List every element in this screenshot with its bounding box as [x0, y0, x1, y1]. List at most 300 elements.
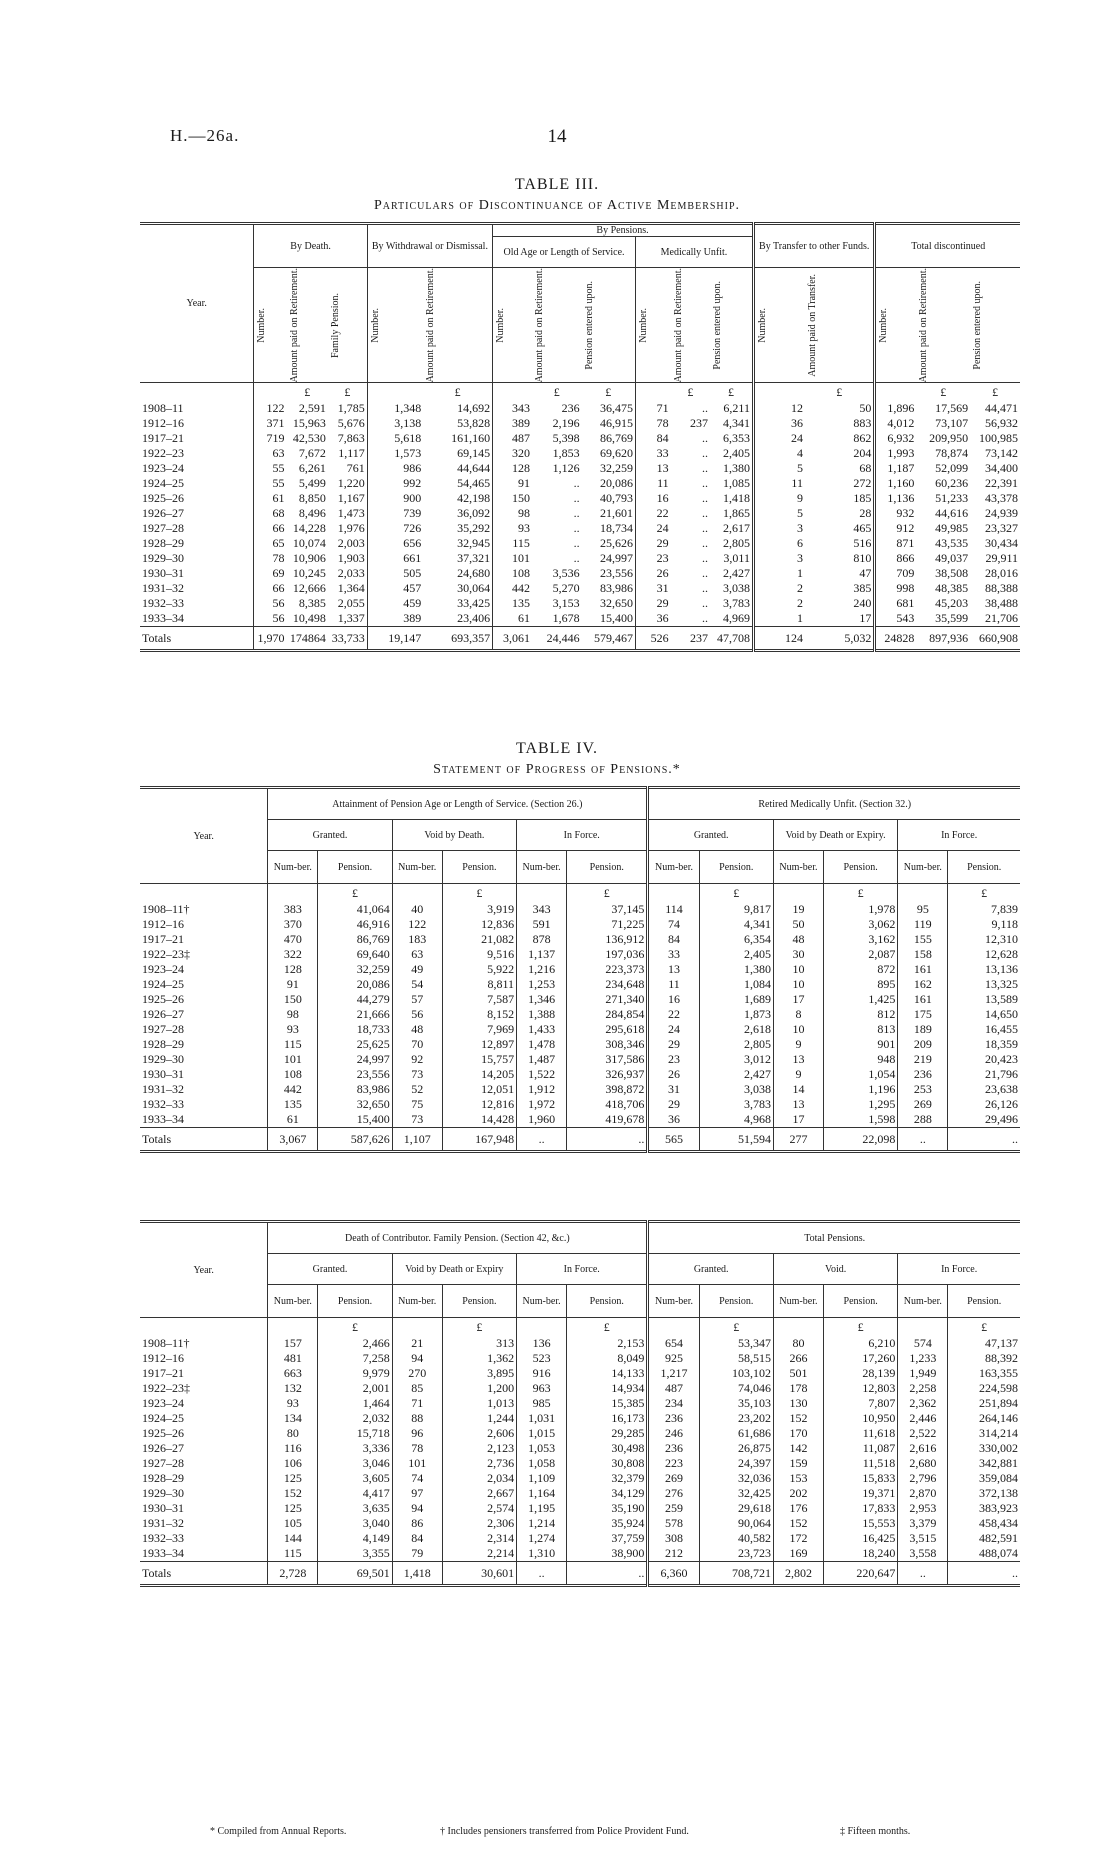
t4a-row	[140, 1022, 1020, 1037]
t3-cell: 49,037	[935, 551, 969, 566]
t4b-cell: 24,397	[699, 1456, 773, 1471]
t4a-cell: 9,118	[948, 917, 1020, 932]
t4a-year-cell: 1926–27	[142, 1007, 184, 1021]
t3-year-header: Year.	[140, 224, 254, 383]
t3-cell: 14,228	[292, 521, 326, 536]
t4a-cell: 5,922	[442, 962, 516, 977]
t4a-cell: 12,836	[442, 917, 516, 932]
t4a-cell: 1,253	[517, 977, 567, 992]
t4b-cell: 654	[648, 1336, 699, 1351]
t3-cell: 91	[493, 476, 532, 491]
t4a-row	[140, 1097, 1020, 1112]
t4a-cell: 1,978	[823, 902, 897, 917]
t3-total-cell: 1,970	[254, 627, 287, 651]
t3-cell: 3,038	[722, 581, 750, 596]
t4a-currency-row	[140, 884, 1020, 903]
t3-cell: 1,896	[875, 401, 916, 416]
t4b-cell: 501	[773, 1366, 823, 1381]
t4b-cell: 985	[517, 1396, 567, 1411]
t4b-cell: 105	[268, 1516, 318, 1531]
t3-subheader-15	[970, 268, 1020, 383]
t3-cell: 5,618	[367, 431, 423, 446]
t4b-row	[140, 1531, 1020, 1546]
t4b-cell: 2,870	[898, 1486, 948, 1501]
t4b-cell: 2,466	[318, 1336, 392, 1351]
t3-cell: 1,160	[875, 476, 916, 491]
t3-cell: 128	[493, 461, 532, 476]
t4a-cell: 20,086	[318, 977, 392, 992]
t4b-cell: 259	[648, 1501, 699, 1516]
t3-cell: 5,499	[298, 476, 326, 491]
t3-cell: ..	[702, 611, 708, 626]
t4a-cell: 14,650	[948, 1007, 1020, 1022]
t3-cell: 47	[859, 566, 872, 581]
t4b-cell: 2,306	[442, 1516, 516, 1531]
t3-year-cell: 1912–16	[142, 416, 184, 431]
t4a-currency-cell	[898, 884, 948, 903]
t4a-cell: 16	[648, 992, 699, 1007]
t4a-total-cell: ..	[567, 1128, 648, 1152]
t4a-cell: 8,811	[442, 977, 516, 992]
t3-cell: 992	[367, 476, 423, 491]
t4b-currency-cell: £	[948, 1318, 1020, 1337]
t4a-cell: 26	[648, 1067, 699, 1082]
t4b-year-cell: 1929–30	[142, 1486, 184, 1500]
t3-cell: 681	[875, 596, 916, 611]
t3-subheader-4	[423, 268, 492, 383]
t4a-cell: 1,522	[517, 1067, 567, 1082]
t3-currency-cell: £	[553, 385, 560, 400]
t4b-cell: 2,953	[898, 1501, 948, 1516]
t4b-cell: 35,190	[567, 1501, 648, 1516]
t3-subheader-9	[671, 268, 710, 383]
t4b-cell: 163,355	[948, 1366, 1020, 1381]
t3-cell: 866	[875, 551, 916, 566]
t4a-year-cell: 1933–34	[142, 1112, 184, 1126]
t3-cell: 22	[635, 506, 670, 521]
t4b-cell: 264,146	[948, 1411, 1020, 1426]
t4b-number-header: Num-ber.	[517, 1285, 567, 1318]
t4b-row	[140, 1486, 1020, 1501]
t3-cell: 33	[635, 446, 670, 461]
t4a-cell: 74	[648, 917, 699, 932]
t4b-pension-header: Pension.	[567, 1285, 648, 1318]
t3-cell: 2,427	[722, 566, 750, 581]
t4a-cell: 12,816	[442, 1097, 516, 1112]
t3-currency-cell: £	[687, 385, 694, 400]
t4b-cell: 1,244	[442, 1411, 516, 1426]
t4a-row	[140, 1052, 1020, 1067]
t4b-cell: 74	[392, 1471, 442, 1486]
t3-subheader-label: Amount paid on Transfer.	[806, 273, 818, 377]
t4a-cell: 3,038	[699, 1082, 773, 1097]
t4a-cell: 49	[392, 962, 442, 977]
t3-cell: 2	[753, 596, 805, 611]
footnote-fifteen-months: ‡ Fifteen months.	[840, 1826, 911, 1837]
t4b-cell: 3,515	[898, 1531, 948, 1546]
t4a-cell: 40	[392, 902, 442, 917]
t3-cell: 932	[875, 506, 916, 521]
t3-cell: 20,086	[599, 476, 633, 491]
t3-cell: 51,233	[935, 491, 969, 506]
t3-currency-cell: £	[836, 385, 843, 400]
t4a-cell: 9,516	[442, 947, 516, 962]
t4b-cell: 11,518	[823, 1456, 897, 1471]
t3-cell: 56,932	[985, 416, 1018, 431]
t3-subheader-8	[635, 268, 670, 383]
t4b-cell: 246	[648, 1426, 699, 1441]
t4b-cell: 106	[268, 1456, 318, 1471]
t4a-row	[140, 902, 1020, 917]
t3-cell: ..	[573, 521, 580, 536]
t4a-currency-cell: £	[567, 884, 648, 903]
t4b-cell: 1,058	[517, 1456, 567, 1471]
t4b-subgroup-1: Void by Death or Expiry	[392, 1254, 516, 1285]
t4b-cell: 159	[773, 1456, 823, 1471]
t3-total-cell: 237	[671, 627, 710, 651]
t4a-cell: 418,706	[567, 1097, 648, 1112]
t3-cell: 1,785	[337, 401, 365, 416]
t3-cell: ..	[702, 401, 708, 416]
t4b-year-cell: 1908–11†	[142, 1336, 190, 1350]
t3-cell: 810	[853, 551, 872, 566]
t4a-cell: 24,997	[318, 1052, 392, 1067]
t4a-number-header: Num-ber.	[773, 851, 823, 884]
t4a-totals-label: Totals	[140, 1128, 268, 1152]
t4a-cell: 48	[392, 1022, 442, 1037]
t4b-row	[140, 1366, 1020, 1381]
t4a-cell: 92	[392, 1052, 442, 1067]
t4a-cell: 32,259	[318, 962, 392, 977]
t3-cell: 29	[635, 596, 670, 611]
t3-cell: 2,196	[552, 416, 580, 431]
t4b-cell: 2,034	[442, 1471, 516, 1486]
t4a-total-cell: 1,107	[392, 1128, 442, 1152]
t4a-year-cell: 1923–24	[142, 962, 184, 976]
t4a-cell: 41,064	[318, 902, 392, 917]
t3-subheader-label: Amount paid on Retirement.	[918, 268, 930, 383]
t3-row	[140, 551, 1020, 566]
t4a-year-cell: 1912–16	[142, 917, 184, 931]
t4a-pension-header: Pension.	[567, 851, 648, 884]
t3-subheader-label: Number.	[256, 307, 268, 343]
t3-cell: 68	[254, 506, 287, 521]
t4a-total-cell: 277	[773, 1128, 823, 1152]
t4a-cell: 234,648	[567, 977, 648, 992]
t3-cell: 2,591	[298, 401, 326, 416]
t3-row	[140, 416, 1020, 431]
t3-cell: 5,398	[552, 431, 580, 446]
t3-cell: 56	[254, 611, 287, 627]
t4a-cell: 872	[823, 962, 897, 977]
t4b-row	[140, 1501, 1020, 1516]
t4b-cell: 916	[517, 1366, 567, 1381]
t3-year-cell: 1926–27	[142, 506, 184, 521]
t3-cell: 3,153	[552, 596, 580, 611]
t4a-cell: 71,225	[567, 917, 648, 932]
t4b-cell: 2,214	[442, 1546, 516, 1562]
t4b-year-cell: 1933–34	[142, 1546, 184, 1560]
t3-cell: 1,573	[367, 446, 423, 461]
t3-cell: 17,569	[935, 401, 969, 416]
t3-cell: ..	[702, 551, 708, 566]
t3-cell: 343	[493, 401, 532, 416]
t3-group-medical: Medically Unfit.	[635, 237, 753, 268]
t4b-cell: 125	[268, 1501, 318, 1516]
t4a-cell: 223,373	[567, 962, 648, 977]
t3-cell: 5	[753, 461, 805, 476]
t3-cell: 1,126	[552, 461, 580, 476]
t4a-cell: 13	[773, 1052, 823, 1067]
t4a-number-header: Num-ber.	[898, 851, 948, 884]
t4b-cell: 176	[773, 1501, 823, 1516]
t3-cell: 543	[875, 611, 916, 627]
t3-cell: 44,616	[935, 506, 969, 521]
t3-cell: 44,471	[985, 401, 1018, 416]
t4a-pension-header: Pension.	[699, 851, 773, 884]
t3-subheader-label: Amount paid on Retirement.	[288, 268, 300, 383]
t3-cell: 43,378	[985, 491, 1018, 506]
t3-row	[140, 581, 1020, 596]
t4a-cell: 3,162	[823, 932, 897, 947]
t4a-currency-cell	[392, 884, 442, 903]
t3-subheader-10	[710, 268, 753, 383]
t4b-cell: 574	[898, 1336, 948, 1351]
t3-cell: 31	[635, 581, 670, 596]
t3-cell: 389	[493, 416, 532, 431]
t3-cell: 2,033	[337, 566, 365, 581]
t3-total-cell: 526	[635, 627, 670, 651]
t3-subheader-12	[805, 268, 875, 383]
t4a-cell: 136,912	[567, 932, 648, 947]
t3-subheader-label: Number.	[369, 307, 381, 343]
t4a-pension-header: Pension.	[442, 851, 516, 884]
t4a-cell: 114	[648, 902, 699, 917]
t4a-cell: 11	[648, 977, 699, 992]
t3-cell: 161,160	[451, 431, 491, 446]
footnote-compiled: * Compiled from Annual Reports.	[210, 1826, 347, 1837]
t4a-total-cell: 51,594	[699, 1128, 773, 1152]
t4b-cell: 2,522	[898, 1426, 948, 1441]
t4b-total-cell: ..	[948, 1562, 1020, 1586]
t4b-cell: 523	[517, 1351, 567, 1366]
t3-cell: 505	[367, 566, 423, 581]
t3-cell: 8,850	[298, 491, 326, 506]
t3-cell: 739	[367, 506, 423, 521]
t3-cell: 10,245	[292, 566, 326, 581]
t4b-cell: 2,680	[898, 1456, 948, 1471]
t3-cell: 2,055	[337, 596, 365, 611]
t4a-cell: 1,084	[699, 977, 773, 992]
t3-year-cell: 1917–21	[142, 431, 184, 446]
t3-cell: 37,321	[457, 551, 491, 566]
t3-subheader-label: Pension entered upon.	[712, 280, 723, 370]
t4b-cell: 96	[392, 1426, 442, 1441]
t4b-cell: 3,558	[898, 1546, 948, 1562]
t3-year-cell: 1930–31	[142, 566, 184, 581]
t4b-year-cell: 1925–26	[142, 1426, 184, 1440]
t3-total-cell: 33,733	[328, 627, 367, 651]
t4b-cell: 136	[517, 1336, 567, 1351]
t3-cell: 3,138	[367, 416, 423, 431]
t4b-total-cell: 1,418	[392, 1562, 442, 1586]
t4b-cell: 152	[773, 1411, 823, 1426]
t4b-cell: 15,553	[823, 1516, 897, 1531]
t3-cell: 12,666	[292, 581, 326, 596]
t4a-cell: 69,640	[318, 947, 392, 962]
t4b-year-cell: 1932–33	[142, 1531, 184, 1545]
t4a-row	[140, 917, 1020, 932]
t4b-cell: 90,064	[699, 1516, 773, 1531]
t3-cell: 55	[254, 476, 287, 491]
t4b-total-cell: ..	[898, 1562, 948, 1586]
t3-total-cell: 693,357	[423, 627, 492, 651]
t4a-total-cell: ..	[517, 1128, 567, 1152]
t3-cell: 32,945	[457, 536, 491, 551]
t3-cell: 2,805	[722, 536, 750, 551]
t4a-row	[140, 992, 1020, 1007]
t4a-year-cell: 1925–26	[142, 992, 184, 1006]
t4b-cell: 7,258	[318, 1351, 392, 1366]
table3	[140, 222, 1020, 652]
t3-cell: ..	[573, 506, 580, 521]
t4a-cell: 10	[773, 1022, 823, 1037]
t3-subheader-label: Number.	[878, 307, 890, 343]
t4a-pension-header: Pension.	[318, 851, 392, 884]
t4b-row	[140, 1411, 1020, 1426]
t3-cell: 272	[853, 476, 872, 491]
t4b-row	[140, 1456, 1020, 1471]
t4b-year-header: Year.	[140, 1222, 268, 1318]
t3-cell: 3	[753, 521, 805, 536]
t4b-cell: 12,803	[823, 1381, 897, 1396]
t4b-cell: 487	[648, 1381, 699, 1396]
t3-cell: ..	[702, 461, 708, 476]
t4a-cell: 98	[268, 1007, 318, 1022]
t4b-cell: 23,202	[699, 1411, 773, 1426]
t3-cell: 61	[493, 611, 532, 627]
t4b-total-cell: 220,647	[823, 1562, 897, 1586]
t4b-cell: 40,582	[699, 1531, 773, 1546]
t4b-cell: 2,123	[442, 1441, 516, 1456]
t3-cell: 66	[254, 521, 287, 536]
t3-cell: 320	[493, 446, 532, 461]
t3-year-cell: 1924–25	[142, 476, 184, 491]
t3-cell: 2,003	[337, 536, 365, 551]
t4b-cell: 2,032	[318, 1411, 392, 1426]
t3-cell: 1,337	[337, 611, 365, 626]
t3-cell: 3,536	[552, 566, 580, 581]
t3-cell: 10,074	[292, 536, 326, 551]
t4b-cell: 71	[392, 1396, 442, 1411]
t4b-cell: 270	[392, 1366, 442, 1381]
t3-cell: 46,915	[599, 416, 633, 431]
t4a-cell: 56	[392, 1007, 442, 1022]
t4b-total-cell: 6,360	[648, 1562, 699, 1586]
t4b-cell: 2,736	[442, 1456, 516, 1471]
t3-subheader-label: Amount paid on Retirement.	[672, 268, 684, 383]
t4b-cell: 58,515	[699, 1351, 773, 1366]
t4b-cell: 134	[268, 1411, 318, 1426]
t3-cell: 1,364	[337, 581, 365, 596]
t4b-cell: 4,417	[318, 1486, 392, 1501]
t4b-cell: 3,635	[318, 1501, 392, 1516]
t4b-cell: 32,036	[699, 1471, 773, 1486]
t3-cell: 69	[254, 566, 287, 581]
t4a-cell: 591	[517, 917, 567, 932]
t4a-cell: 21,666	[318, 1007, 392, 1022]
t3-cell: 516	[853, 536, 872, 551]
t3-subheader-label: Pension entered upon.	[583, 280, 595, 370]
t4a-cell: 14,205	[442, 1067, 516, 1082]
t3-group-death: By Death.	[254, 224, 367, 268]
t4a-subgroup-1: Void by Death.	[392, 820, 516, 851]
t4b-cell: 37,759	[567, 1531, 648, 1546]
t3-cell: 53,828	[457, 416, 491, 431]
t4a-row	[140, 932, 1020, 947]
t4b-cell: 2,574	[442, 1501, 516, 1516]
t3-cell: 73,107	[935, 416, 969, 431]
t4a-subgroup-0: Granted.	[268, 820, 392, 851]
t4a-cell: 46,916	[318, 917, 392, 932]
t4a-cell: 1,478	[517, 1037, 567, 1052]
t4a-cell: 284,854	[567, 1007, 648, 1022]
t4b-cell: 132	[268, 1381, 318, 1396]
t3-cell: 33,425	[457, 596, 491, 611]
t4b-cell: 94	[392, 1351, 442, 1366]
t3-currency-cell	[493, 383, 532, 402]
t4a-group-right: Retired Medically Unfit. (Section 32.)	[648, 788, 1020, 820]
t3-year-cell: 1932–33	[142, 596, 184, 611]
t4b-cell: 663	[268, 1366, 318, 1381]
t4b-row	[140, 1441, 1020, 1456]
t3-cell: 185	[853, 491, 872, 506]
t4a-cell: 1,216	[517, 962, 567, 977]
t4b-cell: 3,040	[318, 1516, 392, 1531]
t4a-cell: 7,587	[442, 992, 516, 1007]
t4a-cell: 25,625	[318, 1037, 392, 1052]
table4-part1	[140, 786, 1020, 1153]
t4a-cell: 189	[898, 1022, 948, 1037]
t4a-total-cell: 587,626	[318, 1128, 392, 1152]
t3-cell: 17	[859, 611, 872, 626]
t4b-cell: 53,347	[699, 1336, 773, 1351]
t3-group-pensions: By Pensions.	[493, 224, 754, 237]
t4b-cell: 17,260	[823, 1351, 897, 1366]
t4a-cell: 812	[823, 1007, 897, 1022]
t3-subheader-3	[367, 268, 423, 383]
t4b-total-cell: 2,802	[773, 1562, 823, 1586]
t3-cell: ..	[702, 521, 708, 536]
t4b-cell: 1,214	[517, 1516, 567, 1531]
t4b-row	[140, 1381, 1020, 1396]
t4b-cell: 1,217	[648, 1366, 699, 1381]
t4b-total-cell: 2,728	[268, 1562, 318, 1586]
t4b-cell: 142	[773, 1441, 823, 1456]
t3-cell: 4	[753, 446, 805, 461]
t3-cell: 389	[367, 611, 423, 627]
t3-cell: 84	[635, 431, 670, 446]
t3-cell: 22,391	[985, 476, 1018, 491]
t4a-cell: 2,405	[699, 947, 773, 962]
t3-cell: 24	[635, 521, 670, 536]
t4b-row	[140, 1336, 1020, 1351]
t4a-cell: 115	[268, 1037, 318, 1052]
t4b-subgroup-2: In Force.	[517, 1254, 648, 1285]
t4b-pension-header: Pension.	[318, 1285, 392, 1318]
t4a-cell: 29	[648, 1097, 699, 1112]
t3-currency-cell	[753, 383, 805, 402]
